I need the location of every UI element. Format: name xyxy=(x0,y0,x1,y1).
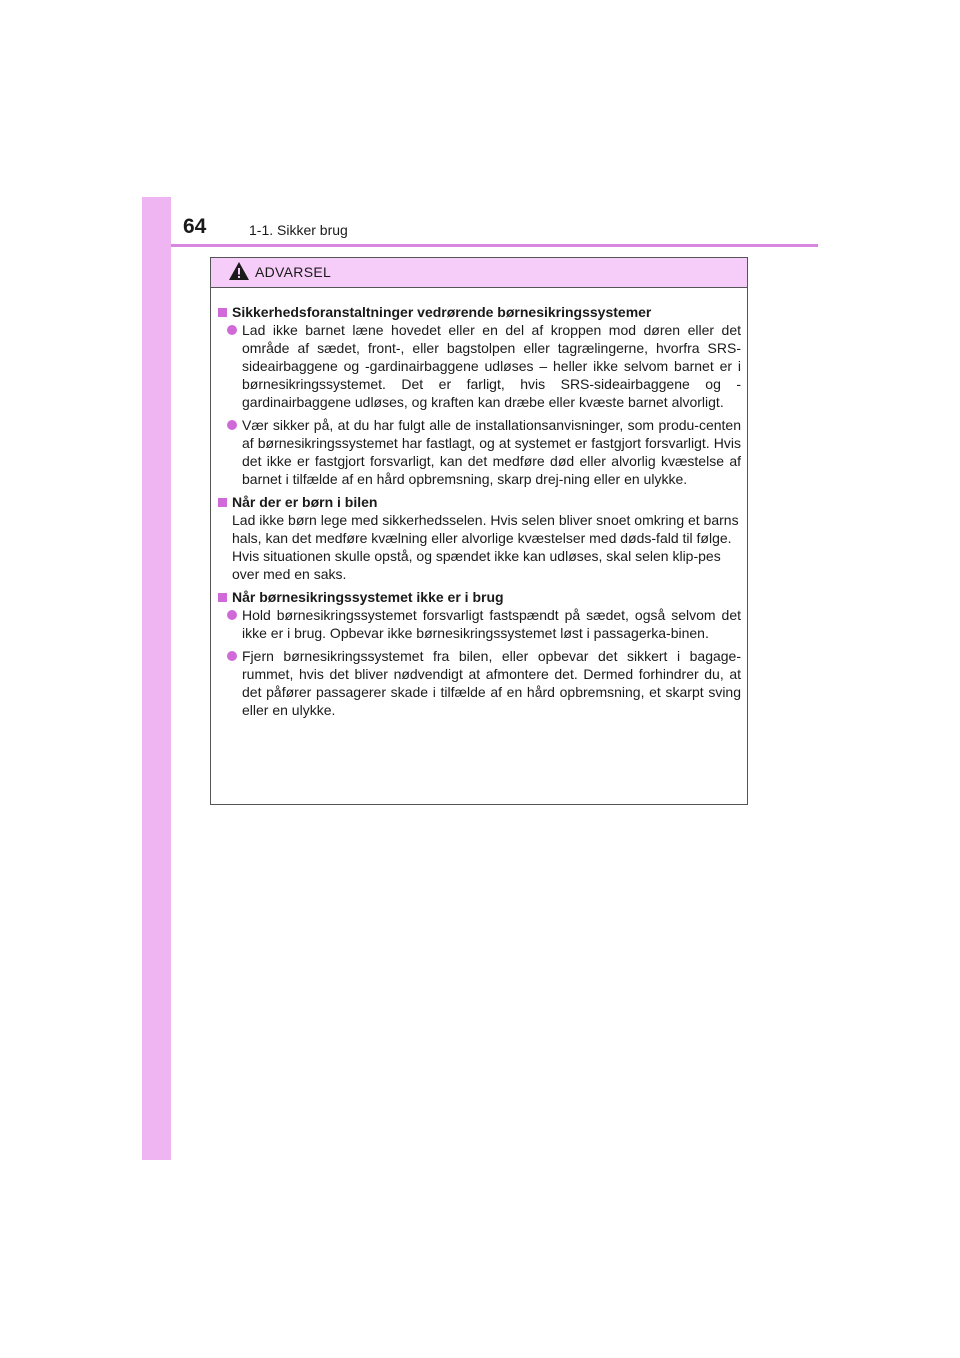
warning-header xyxy=(211,258,747,288)
paragraph: Lad ikke børn lege med sikkerhedsselen. Hvis selen bliver snoet omkring et barns hals, kan det medføre kvælning eller alvorlige kvæstelser med døds-fald til følge. xyxy=(232,512,739,546)
page-number: 64 xyxy=(183,215,207,238)
bullet-item xyxy=(218,606,741,642)
bullet-item xyxy=(218,321,741,411)
warning-content xyxy=(211,288,747,719)
circle-bullet-icon xyxy=(227,610,237,620)
warning-triangle-icon xyxy=(228,261,250,281)
section-heading xyxy=(218,588,741,606)
section-title: 1-1. Sikker brug xyxy=(249,222,348,238)
circle-bullet-icon xyxy=(227,651,237,661)
side-tab-bar xyxy=(142,197,171,1160)
warning-box xyxy=(210,257,748,805)
bullet-text: Fjern børnesikringssystemet fra bilen, eller opbevar det sikkert i bagage-rummet, hvis det bliver nødvendigt at afmontere det. Dermed forhindrer du, at det påfører passagerer skade i tilfælde af en hård opbremsning, et skarpt sving eller en ulykke. xyxy=(242,648,741,718)
paragraph: Hvis situationen skulle opstå, og spændet ikke kan udløses, skal selen klip-pes over med en saks. xyxy=(232,548,721,582)
bullet-text: Vær sikker på, at du har fulgt alle de installationsanvisninger, som produ-centen af børnesikringssystemet har fastlagt, og at systemet er fastgjort forsvarligt. Hvis det ikke er fastgjort forsvarligt, kan det medføre død eller alvorlig kvæstelse af barnet i tilfælde af en hård opbremsning, skarp drej-ning eller en ulykke. xyxy=(242,417,741,487)
bullet-text: Hold børnesikringssystemet forsvarligt fastspændt på sædet, også selvom det ikke er i brug. Opbevar ikke børnesikringssystemet løst i passagerka-binen. xyxy=(242,607,741,641)
warning-title: ADVARSEL xyxy=(255,264,332,280)
bullet-item xyxy=(218,647,741,719)
section-heading-text: Sikkerhedsforanstaltninger vedrørende børnesikringssystemer xyxy=(232,304,652,320)
warning-section xyxy=(218,493,741,583)
square-bullet-icon xyxy=(218,498,227,507)
square-bullet-icon xyxy=(218,308,227,317)
circle-bullet-icon xyxy=(227,325,237,335)
bullet-item xyxy=(218,416,741,488)
section-heading-text: Når der er børn i bilen xyxy=(232,494,378,510)
section-heading-text: Når børnesikringssystemet ikke er i brug xyxy=(232,589,504,605)
warning-section xyxy=(218,303,741,488)
square-bullet-icon xyxy=(218,593,227,602)
bullet-text: Lad ikke barnet læne hovedet eller en del af kroppen mod døren eller det område af sædet, front-, eller bagstolpen eller tagrælingerne, hvorfra SRS-sideairbaggene og -gardinairbaggene udløses – heller ikke selvom barnet er i børnesikringssystemet. Det er farligt, hvis SRS-sideairbaggene og -gardinairbaggene udløses, og kraften kan dræbe eller kvæste barnet alvorligt. xyxy=(242,322,741,410)
header-divider xyxy=(171,244,818,247)
section-heading xyxy=(218,493,741,511)
section-heading xyxy=(218,303,741,321)
warning-section xyxy=(218,588,741,719)
circle-bullet-icon xyxy=(227,420,237,430)
